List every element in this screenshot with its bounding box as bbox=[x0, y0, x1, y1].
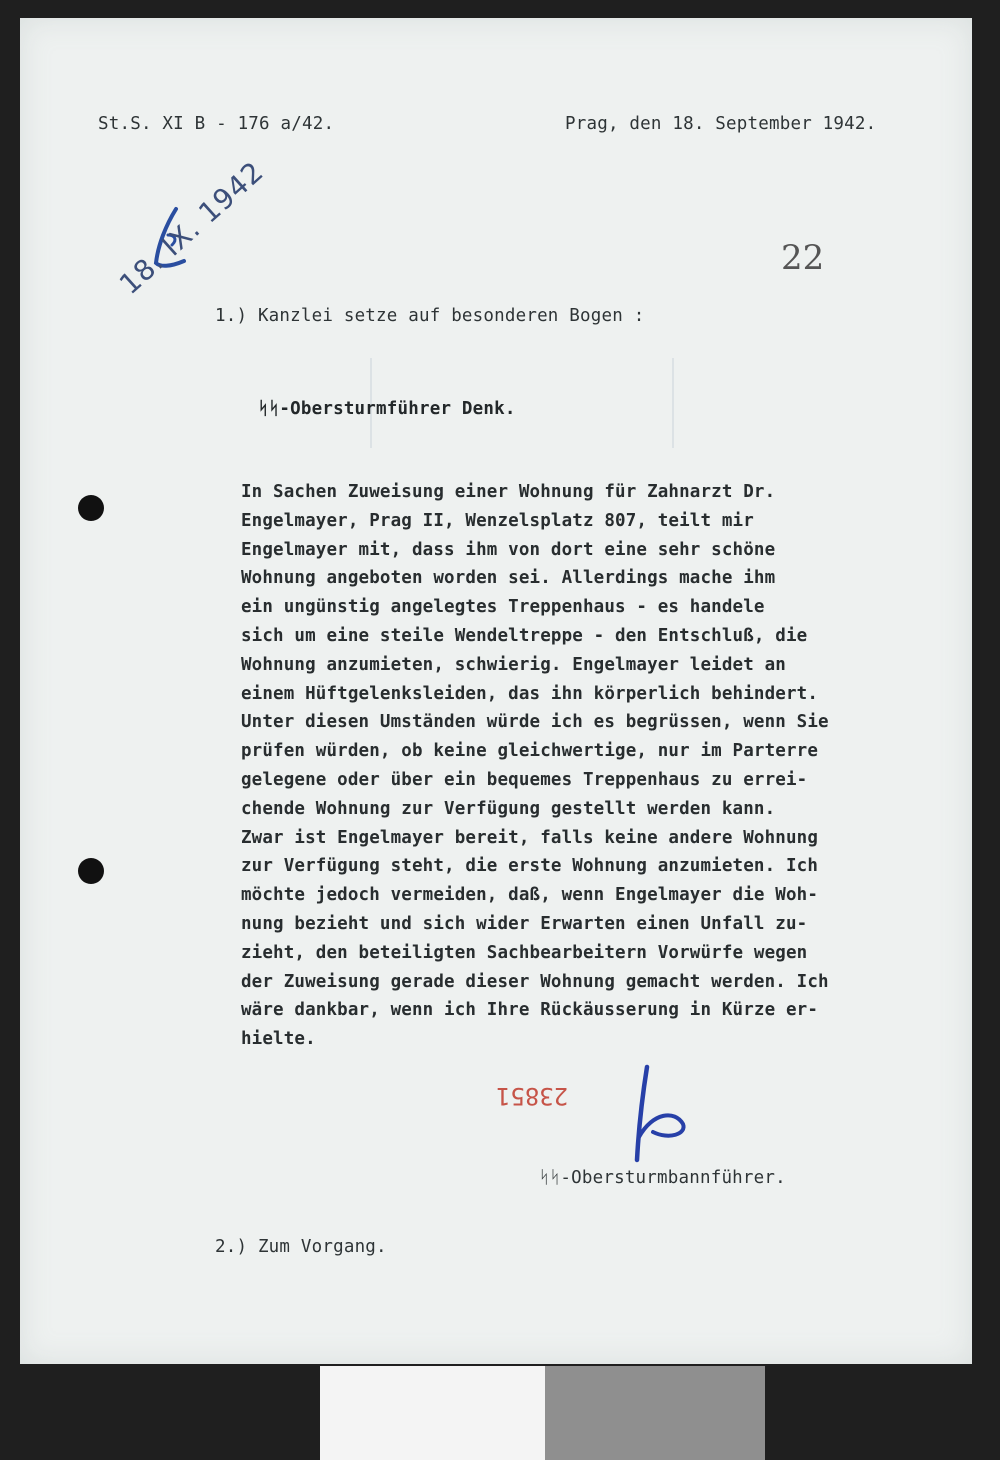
body-line: Engelmayer mit, dass ihm von dort eine sehr schöne bbox=[241, 539, 776, 560]
addressee: ᛋᛋ-Obersturmführer Denk. bbox=[258, 399, 516, 419]
scan-strip-white bbox=[320, 1366, 545, 1460]
body-line: zieht, den beteiligten Sachbearbeitern Vorwürfe wegen bbox=[241, 942, 808, 963]
body-line: Wohnung angeboten worden sei. Allerdings mache ihm bbox=[241, 568, 776, 589]
body-line: hielte. bbox=[241, 1029, 316, 1050]
item-2-instruction: 2.) Zum Vorgang. bbox=[215, 1237, 387, 1257]
punch-hole-bottom bbox=[78, 858, 104, 884]
place-date: Prag, den 18. September 1942. bbox=[565, 114, 877, 134]
body-line: Unter diesen Umständen würde ich es begrüssen, wenn Sie bbox=[241, 712, 829, 733]
body-line: Engelmayer, Prag II, Wenzelsplatz 807, teilt mir bbox=[241, 510, 754, 531]
item-1-instruction: 1.) Kanzlei setze auf besonderen Bogen : bbox=[215, 306, 645, 326]
body-line: prüfen würden, ob keine gleichwertige, nur im Parterre bbox=[241, 741, 819, 762]
reference-number: St.S. XI B - 176 a/42. bbox=[98, 114, 335, 134]
letter-body bbox=[241, 478, 921, 1054]
red-number-stamp: 23851 bbox=[496, 1082, 569, 1110]
scan-strip-gray bbox=[545, 1366, 765, 1460]
punch-hole-top bbox=[78, 495, 104, 521]
body-line: einem Hüftgelenksleiden, das ihn körperlich behindert. bbox=[241, 683, 819, 704]
body-line: nung bezieht und sich wider Erwarten einen Unfall zu- bbox=[241, 913, 808, 934]
body-line: sich um eine steile Wendeltreppe - den Entschluß, die bbox=[241, 625, 808, 646]
body-line: ein ungünstig angelegtes Treppenhaus - es handele bbox=[241, 597, 765, 618]
handwritten-signature bbox=[625, 1062, 695, 1167]
body-line: In Sachen Zuweisung einer Wohnung für Zahnarzt Dr. bbox=[241, 482, 776, 502]
page-number: 22 bbox=[781, 238, 825, 278]
body-line: zur Verfügung steht, die erste Wohnung anzumieten. Ich bbox=[241, 856, 819, 877]
body-line: Wohnung anzumieten, schwierig. Engelmayer leidet an bbox=[241, 654, 786, 675]
body-line: gelegene oder über ein bequemes Treppenhaus zu errei- bbox=[241, 769, 808, 790]
signature-title: ᛋᛋ-Obersturmbannführer. bbox=[539, 1168, 786, 1188]
body-line: chende Wohnung zur Verfügung gestellt werden kann. bbox=[241, 798, 776, 819]
received-date-stamp: 18. IX. 1942 bbox=[112, 154, 271, 301]
body-line: möchte jedoch vermeiden, daß, wenn Engelmayer die Woh- bbox=[241, 885, 819, 906]
body-line: Zwar ist Engelmayer bereit, falls keine andere Wohnung bbox=[241, 827, 819, 848]
body-line: der Zuweisung gerade dieser Wohnung gemacht werden. Ich bbox=[241, 971, 829, 992]
body-line: wäre dankbar, wenn ich Ihre Rückäusserung in Kürze er- bbox=[241, 1000, 819, 1021]
